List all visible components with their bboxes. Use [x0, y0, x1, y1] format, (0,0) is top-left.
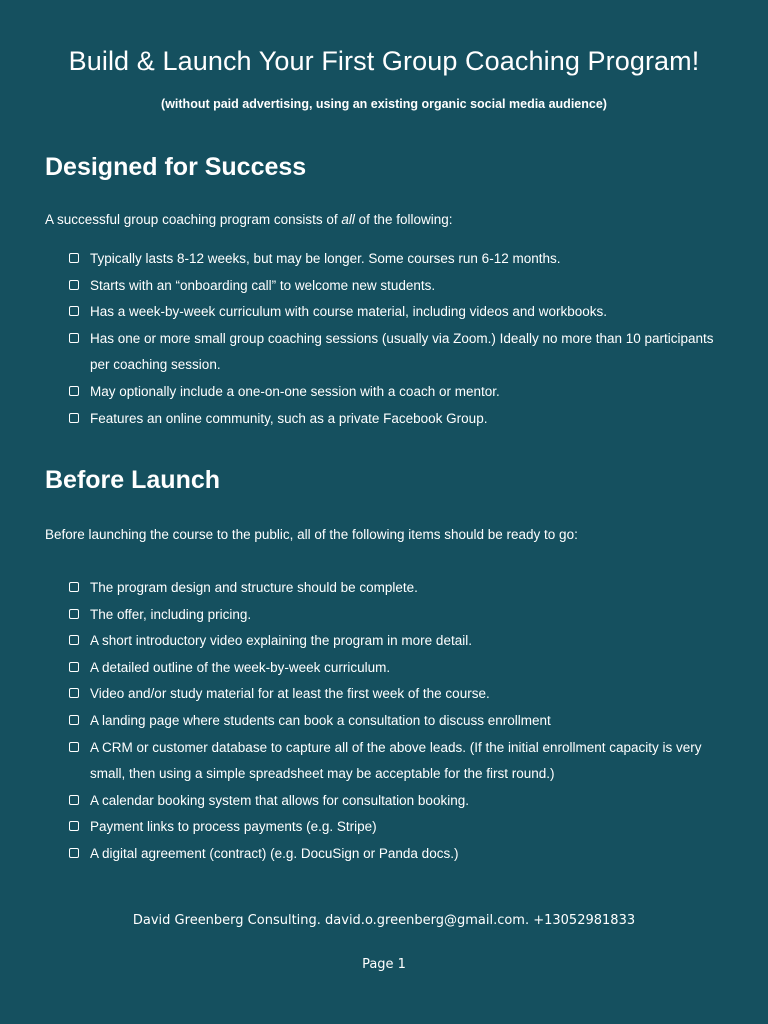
- checklist-item-text: Has one or more small group coaching sessions (usually via Zoom.) Ideally no more than 10 participants per coaching session.: [90, 330, 714, 373]
- checklist-item-text: A short introductory video explaining the program in more detail.: [90, 633, 472, 649]
- checkbox-icon: [69, 715, 79, 725]
- checkbox-icon: [69, 635, 79, 645]
- section-intro-designed-for-success: [45, 212, 452, 227]
- checklist-item-text: Features an online community, such as a private Facebook Group.: [90, 410, 488, 426]
- checkbox-icon: [69, 609, 79, 619]
- intro-text-emphasis: all: [341, 212, 355, 227]
- checklist-item-text: The offer, including pricing.: [90, 606, 252, 622]
- checklist-item-text: A CRM or customer database to capture all of the above leads. (If the initial enrollment capacity is very small, then using a simple spreadsheet may be acceptable for the first round.): [90, 739, 702, 782]
- checklist-item: [68, 814, 728, 841]
- checkbox-icon: [69, 306, 79, 316]
- checklist-item: [68, 841, 728, 868]
- checkbox-icon: [69, 253, 79, 263]
- footer-contact: David Greenberg Consulting. david.o.greenberg@gmail.com. +13052981833: [132, 913, 636, 928]
- checkbox-icon: [69, 333, 79, 343]
- checkbox-icon: [69, 688, 79, 698]
- intro-text-before: A successful group coaching program consists of: [45, 212, 342, 227]
- checkbox-icon: [69, 386, 79, 396]
- checkbox-icon: [69, 742, 79, 752]
- checklist-item-text: Video and/or study material for at least the first week of the course.: [90, 686, 490, 702]
- checklist-item: [68, 299, 728, 326]
- page-number: Page 1: [362, 957, 406, 972]
- checklist-item: [68, 628, 728, 655]
- checklist-item-text: The program design and structure should be complete.: [90, 580, 418, 595]
- page-subtitle: (without paid advertising, using an existing organic social media audience): [161, 97, 607, 111]
- checklist-item: [68, 406, 728, 433]
- checklist-item-text: Typically lasts 8-12 weeks, but may be longer. Some courses run 6-12 months.: [90, 251, 561, 266]
- checklist-item: [68, 681, 728, 708]
- checklist-item-text: Has a week-by-week curriculum with course material, including videos and workbooks.: [90, 304, 607, 320]
- checklist-item-text: A landing page where students can book a consultation to discuss enrollment: [90, 712, 551, 728]
- checklist-before-launch: [68, 575, 728, 868]
- checkbox-icon: [69, 821, 79, 831]
- checklist-item-text: A calendar booking system that allows for consultation booking.: [90, 792, 469, 808]
- checklist-item: [68, 246, 728, 273]
- section-intro-before-launch: Before launching the course to the public, all of the following items should be ready to go:: [45, 527, 578, 542]
- checkbox-icon: [69, 280, 79, 290]
- checkbox-icon: [69, 795, 79, 805]
- page-title: Build & Launch Your First Group Coaching Program!: [68, 46, 700, 76]
- section-heading-before-launch: Before Launch: [45, 466, 221, 494]
- checklist-item: [68, 379, 728, 406]
- section-heading-designed-for-success: Designed for Success: [45, 153, 307, 181]
- checklist-item: [68, 326, 728, 379]
- checkbox-icon: [69, 662, 79, 672]
- checklist-item: [68, 788, 728, 815]
- checklist-item-text: A detailed outline of the week-by-week curriculum.: [90, 659, 391, 675]
- checkbox-icon: [69, 413, 79, 423]
- checklist-item: [68, 655, 728, 682]
- checklist-item: [68, 708, 728, 735]
- checklist-designed-for-success: [68, 246, 728, 432]
- checkbox-icon: [69, 848, 79, 858]
- checklist-item-text: May optionally include a one-on-one session with a coach or mentor.: [90, 383, 500, 399]
- intro-text-after: of the following:: [354, 212, 453, 227]
- checklist-item: [68, 735, 728, 788]
- checkbox-icon: [69, 582, 79, 592]
- checklist-item: [68, 602, 728, 629]
- checklist-item-text: Starts with an “onboarding call” to welcome new students.: [90, 277, 436, 293]
- checklist-item: [68, 575, 728, 602]
- checklist-item-text: Payment links to process payments (e.g. Stripe): [90, 819, 377, 835]
- checklist-item-text: A digital agreement (contract) (e.g. DocuSign or Panda docs.): [90, 845, 459, 861]
- checklist-item: [68, 273, 728, 300]
